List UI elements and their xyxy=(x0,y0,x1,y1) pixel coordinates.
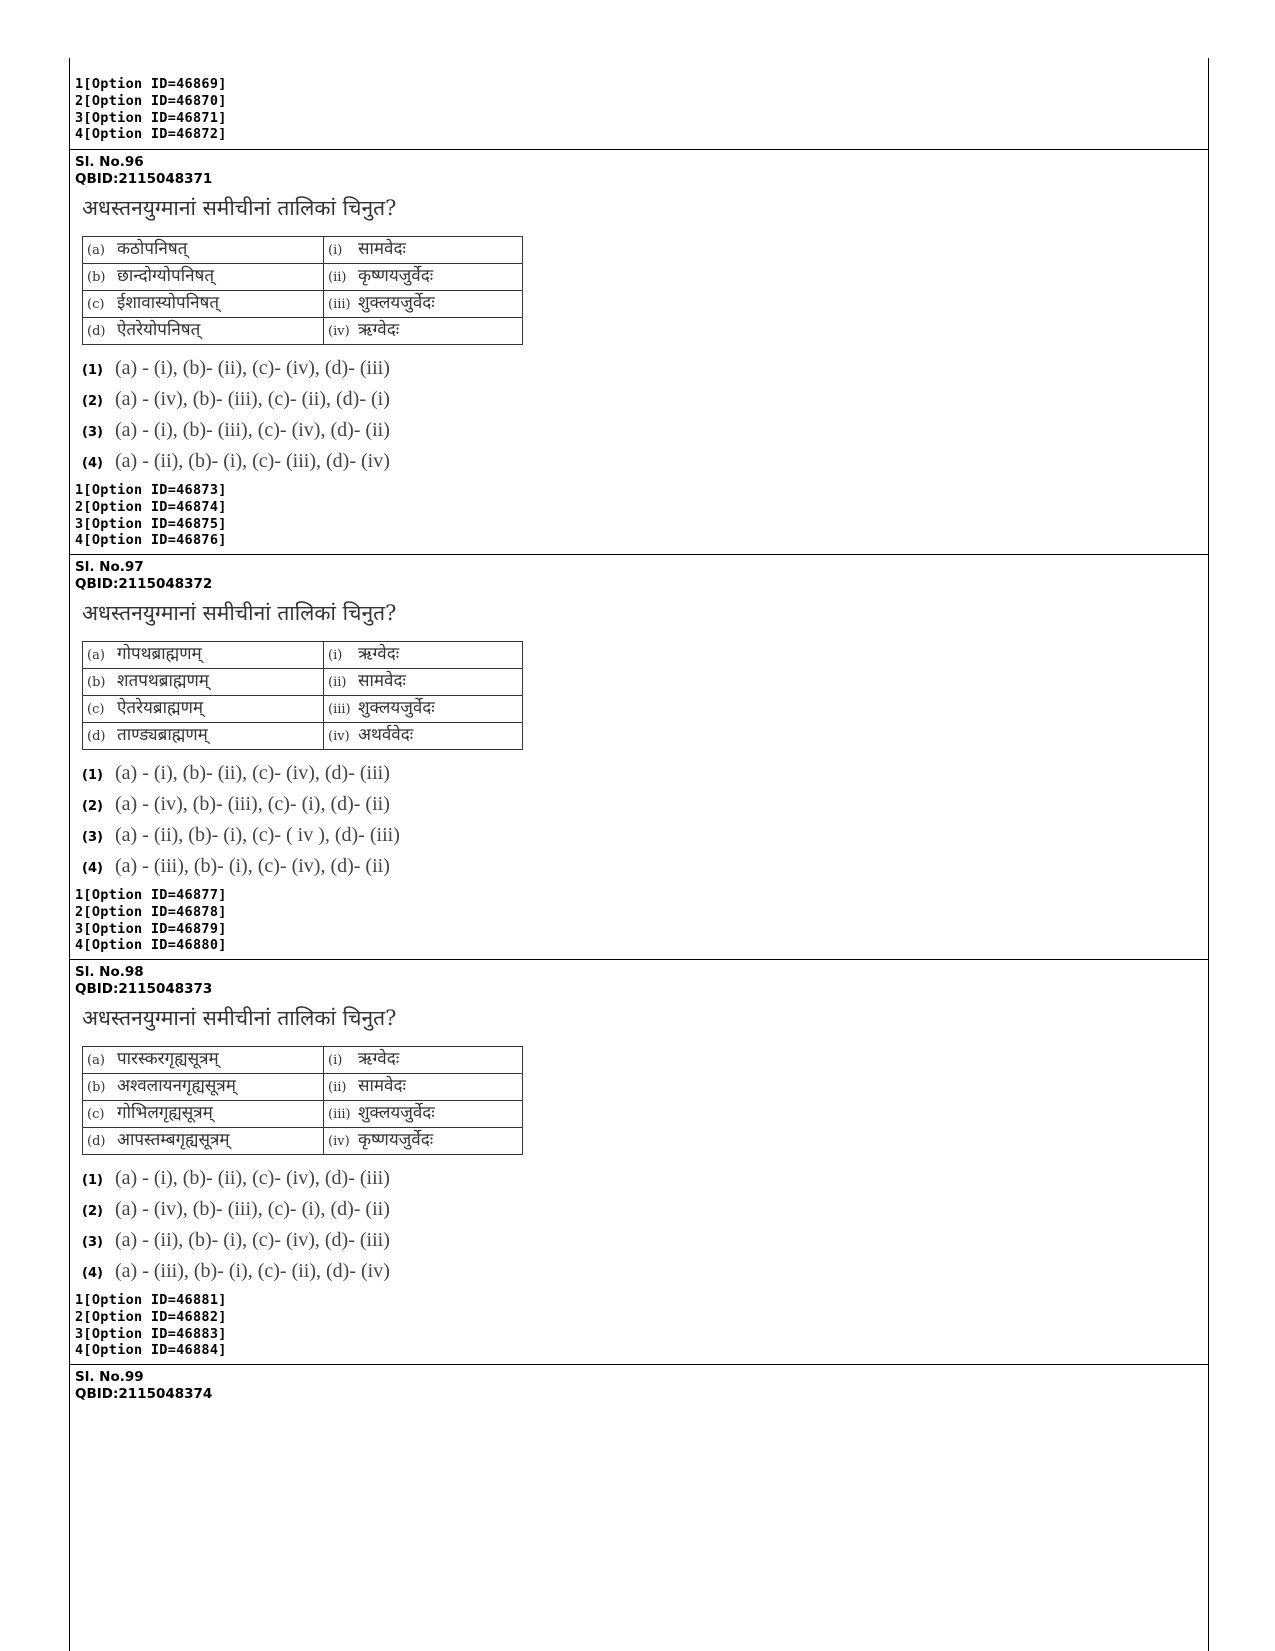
answer-option[interactable]: (3) (a) - (ii), (b)- (i), (c)- ( iv ), (d)- (iii) xyxy=(82,823,400,846)
serial-number: Sl. No.97 xyxy=(75,559,144,575)
left-cell: (a) पारस्करगृह्यसूत्रम् xyxy=(83,1046,324,1073)
answer-options xyxy=(70,758,1208,882)
right-cell: (i) ऋग्वेदः xyxy=(324,1046,523,1073)
divider xyxy=(70,1364,1208,1365)
option-id: 4[Option ID=46884] xyxy=(75,1342,227,1359)
table-row xyxy=(83,695,523,722)
option-id: 2[Option ID=46870] xyxy=(75,92,227,109)
match-table xyxy=(82,236,523,345)
divider xyxy=(70,554,1208,555)
answer-option[interactable]: (3) (a) - (ii), (b)- (i), (c)- (iv), (d)- (iii) xyxy=(82,1228,390,1251)
right-cell: (iv) ऋग्वेदः xyxy=(324,317,523,344)
table-row xyxy=(83,722,523,749)
answer-option[interactable]: (2) (a) - (iv), (b)- (iii), (c)- (ii), (d)- (i) xyxy=(82,387,390,410)
right-cell: (iv) कृष्णयजुर्वेदः xyxy=(324,1127,523,1154)
option-id: 4[Option ID=46872] xyxy=(75,126,227,143)
option-id: 2[Option ID=46878] xyxy=(75,903,227,920)
divider xyxy=(70,149,1208,150)
answer-option[interactable]: (4) (a) - (ii), (b)- (i), (c)- (iii), (d)- (iv) xyxy=(82,449,390,472)
option-id: 3[Option ID=46875] xyxy=(75,515,227,532)
question-block-97 xyxy=(70,559,1208,882)
right-cell: (iv) अथर्ववेदः xyxy=(324,722,523,749)
answer-option[interactable]: (4) (a) - (iii), (b)- (i), (c)- (iv), (d)- (ii) xyxy=(82,854,390,877)
left-cell: (c) गोभिलगृह्यसूत्रम् xyxy=(83,1100,324,1127)
page-frame xyxy=(69,58,1209,1651)
left-cell: (d) ताण्ड्यब्राह्मणम् xyxy=(83,722,324,749)
answer-option[interactable]: (1) (a) - (i), (b)- (ii), (c)- (iv), (d)- (iii) xyxy=(82,1166,390,1189)
answer-options xyxy=(70,1163,1208,1287)
left-cell: (b) अश्वलायनगृह्यसूत्रम् xyxy=(83,1073,324,1100)
left-cell: (c) ईशावास्योपनिषत् xyxy=(83,290,324,317)
right-cell: (i) सामवेदः xyxy=(324,236,523,263)
serial-number: Sl. No.98 xyxy=(75,964,144,980)
serial-number: Sl. No.96 xyxy=(75,154,144,170)
right-cell: (i) ऋग्वेदः xyxy=(324,641,523,668)
left-cell: (a) कठोपनिषत् xyxy=(83,236,324,263)
option-id: 3[Option ID=46871] xyxy=(75,109,227,126)
table-row xyxy=(83,668,523,695)
qbid: QBID:2115048372 xyxy=(75,575,213,592)
option-id-list xyxy=(70,76,1208,143)
table-row xyxy=(83,1046,523,1073)
match-table xyxy=(82,1046,523,1155)
option-id: 3[Option ID=46879] xyxy=(75,920,227,937)
question-text: अधस्तनयुग्मानां समीचीनां तालिकां चिनुत? xyxy=(82,195,397,220)
table-row xyxy=(83,236,523,263)
right-cell: (ii) कृष्णयजुर्वेदः xyxy=(324,263,523,290)
option-id: 4[Option ID=46880] xyxy=(75,937,227,954)
option-id: 1[Option ID=46869] xyxy=(75,76,227,92)
option-id: 4[Option ID=46876] xyxy=(75,532,227,549)
option-id-list xyxy=(70,887,1208,954)
option-id: 3[Option ID=46883] xyxy=(75,1325,227,1342)
table-row xyxy=(83,263,523,290)
question-text: अधस्तनयुग्मानां समीचीनां तालिकां चिनुत? xyxy=(82,600,397,625)
table-row xyxy=(83,1073,523,1100)
table-row xyxy=(83,317,523,344)
left-cell: (a) गोपथब्राह्मणम् xyxy=(83,641,324,668)
right-cell: (iii) शुक्लयजुर्वेदः xyxy=(324,290,523,317)
divider xyxy=(70,959,1208,960)
qbid: QBID:2115048373 xyxy=(75,980,213,997)
right-cell: (ii) सामवेदः xyxy=(324,668,523,695)
right-cell: (iii) शुक्लयजुर्वेदः xyxy=(324,695,523,722)
answer-option[interactable]: (1) (a) - (i), (b)- (ii), (c)- (iv), (d)- (iii) xyxy=(82,761,390,784)
option-id: 2[Option ID=46882] xyxy=(75,1308,227,1325)
question-block-99 xyxy=(70,1369,1208,1403)
option-id-list xyxy=(70,482,1208,549)
qbid: QBID:2115048371 xyxy=(75,170,213,187)
option-id: 1[Option ID=46877] xyxy=(75,887,227,903)
qbid: QBID:2115048374 xyxy=(75,1385,213,1402)
left-cell: (b) शतपथब्राह्मणम् xyxy=(83,668,324,695)
question-text: अधस्तनयुग्मानां समीचीनां तालिकां चिनुत? xyxy=(82,1005,397,1030)
serial-number: Sl. No.99 xyxy=(75,1369,144,1385)
option-id: 2[Option ID=46874] xyxy=(75,498,227,515)
table-row xyxy=(83,641,523,668)
right-cell: (ii) सामवेदः xyxy=(324,1073,523,1100)
table-row xyxy=(83,1127,523,1154)
left-cell: (d) आपस्तम्बगृह्यसूत्रम् xyxy=(83,1127,324,1154)
answer-options xyxy=(70,353,1208,477)
table-row xyxy=(83,1100,523,1127)
right-cell: (iii) शुक्लयजुर्वेदः xyxy=(324,1100,523,1127)
left-cell: (d) ऐतरेयोपनिषत् xyxy=(83,317,324,344)
answer-option[interactable]: (4) (a) - (iii), (b)- (i), (c)- (ii), (d)- (iv) xyxy=(82,1259,390,1282)
table-row xyxy=(83,290,523,317)
option-id: 1[Option ID=46873] xyxy=(75,482,227,498)
answer-option[interactable]: (2) (a) - (iv), (b)- (iii), (c)- (i), (d)- (ii) xyxy=(82,792,390,815)
match-table xyxy=(82,641,523,750)
left-cell: (c) ऐतरेयब्राह्मणम् xyxy=(83,695,324,722)
option-id-list xyxy=(70,1292,1208,1359)
answer-option[interactable]: (2) (a) - (iv), (b)- (iii), (c)- (i), (d)- (ii) xyxy=(82,1197,390,1220)
option-id: 1[Option ID=46881] xyxy=(75,1292,227,1308)
question-block-98 xyxy=(70,964,1208,1287)
answer-option[interactable]: (3) (a) - (i), (b)- (iii), (c)- (iv), (d)- (ii) xyxy=(82,418,390,441)
answer-option[interactable]: (1) (a) - (i), (b)- (ii), (c)- (iv), (d)- (iii) xyxy=(82,356,390,379)
left-cell: (b) छान्दोग्योपनिषत् xyxy=(83,263,324,290)
question-block-96 xyxy=(70,154,1208,477)
